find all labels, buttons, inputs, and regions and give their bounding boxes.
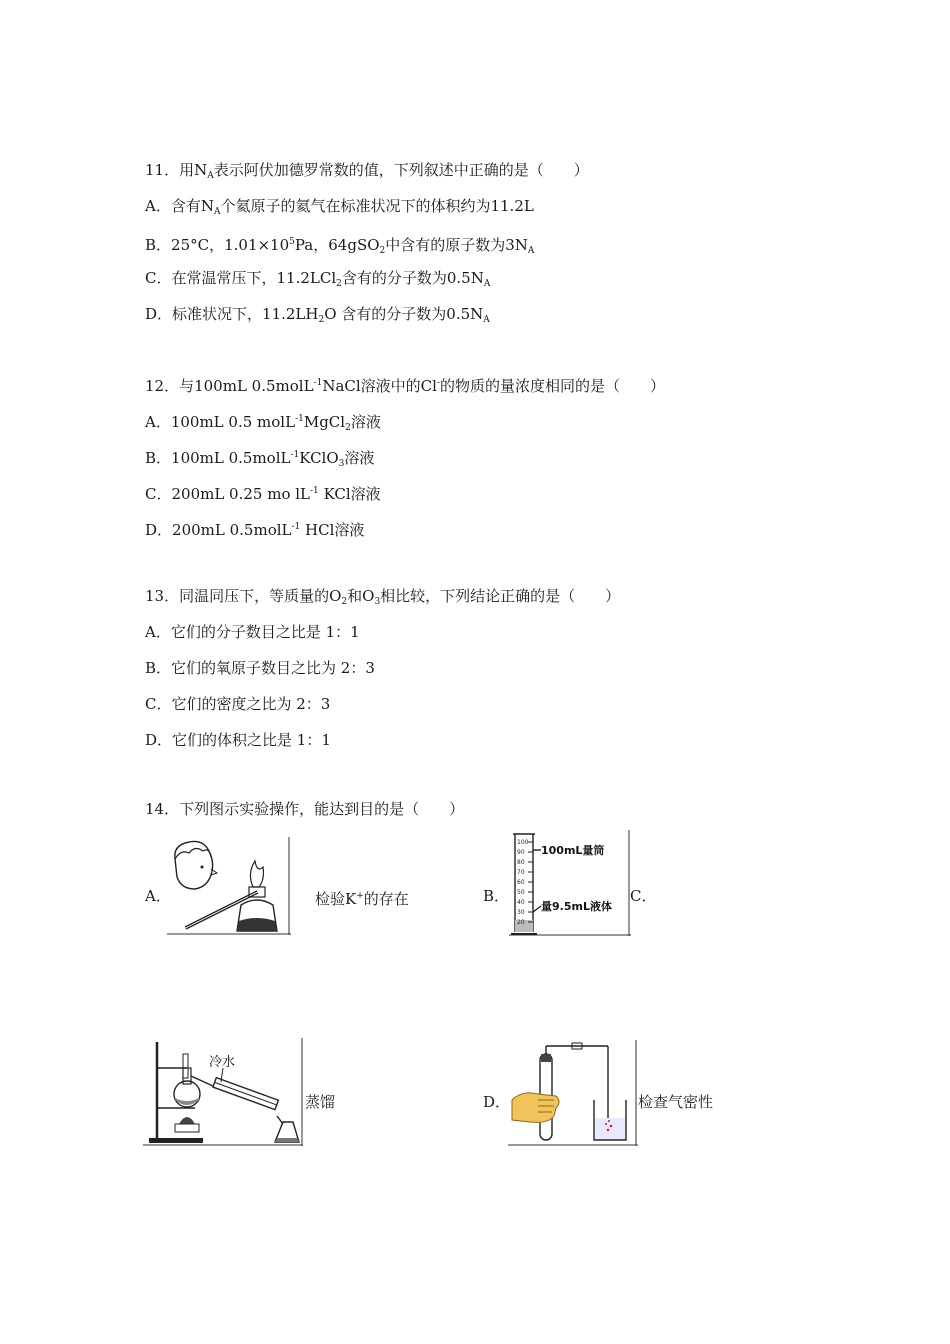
cylinder-tick-label: 100: [517, 839, 529, 846]
cylinder-ticks: [528, 842, 533, 922]
cold-water-label: 冷水: [209, 1055, 236, 1070]
cylinder-tick-label: 20: [517, 919, 525, 926]
cylinder-tick-label: 60: [517, 879, 525, 886]
cylinder-tick-label: 30: [517, 909, 525, 916]
cylinder-tick-label: 70: [517, 869, 525, 876]
q14-option-b-label: B．: [483, 887, 510, 905]
q13-option-b: B．它们的氧原子数目之比为 2：3: [145, 659, 375, 677]
q12-option-c: C．200mL 0.25 mo $lL^{-1}$ KCl溶液: [145, 485, 381, 503]
cylinder-top-label: 100mL量筒: [541, 844, 605, 857]
q14-option-c-label: C．: [630, 887, 657, 905]
q13-option-a: A．它们的分子数目之比是 1：1: [145, 623, 360, 641]
q14-option-a-desc: 检验K+的存在: [315, 890, 409, 908]
q11-option-d: D．标准状况下，$11.2LH_2O$ 含有的分子数为$0.5N_A$: [145, 305, 490, 325]
cylinder-tick-label: 90: [517, 849, 525, 856]
q14-stem: 14．下列图示实验操作，能达到目的是（ ）: [145, 800, 465, 818]
q11-option-b: B．25°C，$1.01\times 10^5Pa$，64gSO$_2$中含有的原子数为$3N_A$: [145, 236, 535, 256]
q12-option-a: A．100mL 0.5 molL$^{-1}$MgCl$_2$溶液: [145, 413, 381, 433]
cylinder-tick-label: 40: [517, 899, 525, 906]
q13-option-d: D．它们的体积之比是 1：1: [145, 731, 331, 749]
cylinder-tick-label: 50: [517, 889, 525, 896]
distillation-figure: [143, 1038, 303, 1146]
q14-option-c-desc: 蒸馏: [305, 1093, 336, 1111]
q12-option-d: D．200mL 0.5molL$^{-1}$ HCl溶液: [145, 521, 365, 539]
q14-option-a-label: A．: [145, 887, 171, 905]
cylinder-bottom-label: 量9.5mL液体: [541, 900, 612, 913]
q11-option-c: C．在常温常压下，11.2LCl$_2$含有的分子数为$0.5N_A$: [145, 269, 491, 289]
measuring-cylinder-figure: [509, 830, 631, 936]
q12-stem: 12．与100mL 0.5molL$^{-1}$NaCl溶液中的Cl-的物质的量浓度相同的是（ ）: [145, 377, 666, 395]
q14-option-d-desc: 检查气密性: [638, 1093, 714, 1111]
q14-option-d-label: D．: [483, 1093, 511, 1111]
airtightness-check-figure: [508, 1040, 638, 1146]
q11-stem: 11．用$N_A$表示阿伏加德罗常数的值，下列叙述中正确的是（ ）: [145, 161, 589, 181]
cylinder-tick-label: 80: [517, 859, 525, 866]
q11-option-a: A．含有$N_A$个氦原子的氦气在标准状况下的体积约为11.2L: [145, 197, 534, 217]
flame-test-figure: [167, 837, 291, 935]
q13-stem: 13．同温同压下，等质量的$O_2$和$O_3$相比较，下列结论正确的是（ ）: [145, 587, 621, 607]
q12-option-b: B．100mL 0.5molL$^{-1}$KClO$_3$溶液: [145, 449, 375, 469]
q13-option-c: C．它们的密度之比为 2：3: [145, 695, 331, 713]
